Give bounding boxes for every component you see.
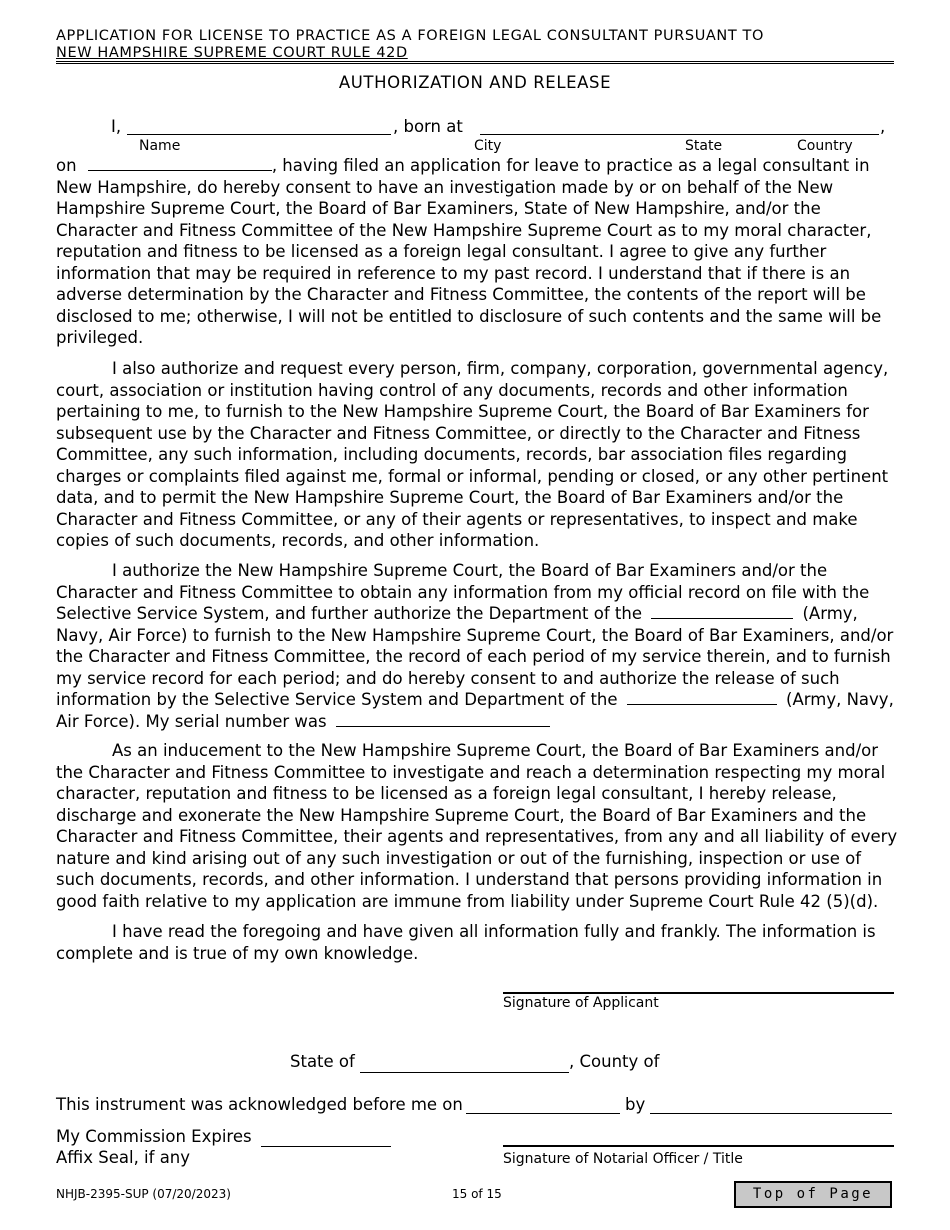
page-number: 15 of 15 <box>452 1187 502 1201</box>
city-sublabel: City <box>474 138 502 154</box>
paragraph-selective-service-text-c: (Army, Navy, Air Force). My serial number was <box>56 690 894 731</box>
notary-signature-line[interactable] <box>503 1145 894 1147</box>
name-sublabel: Name <box>139 138 181 154</box>
top-of-page-button[interactable]: Top of Page <box>734 1181 892 1208</box>
header-rule <box>56 61 894 62</box>
paragraph-affirmation-text: I have read the foregoing and have given all information fully and frankly. The information is complete and is true of my own knowledge. <box>56 922 876 963</box>
paragraph-selective-service-text-b: (Army, Navy, Air Force) to furnish to the New Hampshire Supreme Court, the Board of Bar Examiners, and/or the Character and Fitness Committee, the record of each period of my service therein, and to furnish my service record for each period; and do hereby consent to and authorize the release of such information by the Selective Service System and Department of the <box>56 604 894 709</box>
state-of-label: State of <box>290 1052 355 1071</box>
form-id: NHJB-2395-SUP (07/20/2023) <box>56 1187 231 1201</box>
by-label: by <box>625 1095 646 1114</box>
paragraph-consent <box>56 155 898 349</box>
page-title: AUTHORIZATION AND RELEASE <box>338 73 612 92</box>
serial-number-field[interactable] <box>336 712 550 727</box>
header-rule-double <box>56 63 894 64</box>
state-field[interactable] <box>360 1052 569 1073</box>
applicant-signature-line[interactable] <box>503 992 894 994</box>
affix-seal-label: Affix Seal, if any <box>56 1148 191 1167</box>
paragraph-release <box>56 740 898 912</box>
county-of-label: , County of <box>569 1052 660 1071</box>
state-sublabel: State <box>685 138 723 154</box>
header-title-line2: NEW HAMPSHIRE SUPREME COURT RULE 42D <box>56 45 408 61</box>
paragraph-release-text: As an inducement to the New Hampshire Supreme Court, the Board of Bar Examiners and/or the Character and Fitness Committee to investigate and reach a determination respecting my moral character, reputation and fitness to be licensed as a foreign legal consultant, I hereby release, discharge and exonerate the New Hampshire Supreme Court, the Board of Bar Examiners and the Character and Fitness Committee, their agents and representatives, from any and all liability of every nature and kind arising out of any such investigation or out of the furnishing, inspection or use of such documents, records, and other information. I understand that persons providing information in good faith relative to my application are immune from liability under Supreme Court Rule 42 (5)(d). <box>56 741 898 911</box>
department-field-2[interactable] <box>627 690 777 705</box>
paragraph-authorize-request <box>56 358 898 552</box>
paragraph-selective-service <box>56 560 898 732</box>
department-field-1[interactable] <box>651 604 793 619</box>
commission-label: My Commission Expires <box>56 1127 252 1146</box>
ack-by-field[interactable] <box>650 1093 892 1114</box>
header-title-line1: APPLICATION FOR LICENSE TO PRACTICE AS A FOREIGN LEGAL CONSULTANT PURSUANT TO <box>56 28 765 44</box>
on-label: on <box>56 156 77 175</box>
applicant-signature-label: Signature of Applicant <box>503 995 659 1011</box>
paragraph-selective-service-text-a: I authorize the New Hampshire Supreme Court, the Board of Bar Examiners and/or the Character and Fitness Committee to obtain any information from my official record on file with the Selective Service System, and further authorize the Department of the <box>56 561 870 623</box>
paragraph-consent-text: , having filed an application for leave to practice as a legal consultant in New Hampshire, do hereby consent to have an investigation made by or on behalf of the New Hampshire Supreme Court, the Board of Bar Examiners, State of New Hampshire, and/or the Character and Fitness Committee of the New Hampshire Supreme Court as to my moral character, reputation and fitness to be licensed as a foreign legal consultant. I agree to give any further information that may be required in reference to my past record. I understand that if there is an adverse determination by the Character and Fitness Committee, the contents of the report will be disclosed to me; otherwise, I will not be entitled to disclosure of such contents and the same will be privileged. <box>56 156 882 347</box>
notary-signature-label: Signature of Notarial Officer / Title <box>503 1151 743 1167</box>
born-at-label: , born at <box>393 117 463 136</box>
name-field[interactable] <box>127 114 391 135</box>
birthplace-field[interactable] <box>480 114 879 135</box>
country-sublabel: Country <box>797 138 853 154</box>
i-label: I, <box>111 117 122 136</box>
date-on-field[interactable] <box>88 156 272 171</box>
paragraph-authorize-request-text: I also authorize and request every person, firm, company, corporation, governmental agency, court, association or institution having control of any documents, records and other information pertaining to me, to furnish to the New Hampshire Supreme Court, the Board of Bar Examiners for subsequent use by the Character and Fitness Committee, or directly to the Character and Fitness Committee, any such information, including documents, records, bar association files regarding charges or complaints filed against me, formal or informal, pending or closed, or any other pertinent data, and to permit the New Hampshire Supreme Court, the Board of Bar Examiners and/or the Character and Fitness Committee, or any of their agents or representatives, to inspect and make copies of such documents, records, and other information. <box>56 359 889 550</box>
acknowledged-label: This instrument was acknowledged before me on <box>56 1095 463 1114</box>
commission-expires-field[interactable] <box>261 1126 391 1147</box>
paragraph-affirmation <box>56 921 898 964</box>
ack-date-field[interactable] <box>466 1093 620 1114</box>
comma: , <box>880 117 886 136</box>
